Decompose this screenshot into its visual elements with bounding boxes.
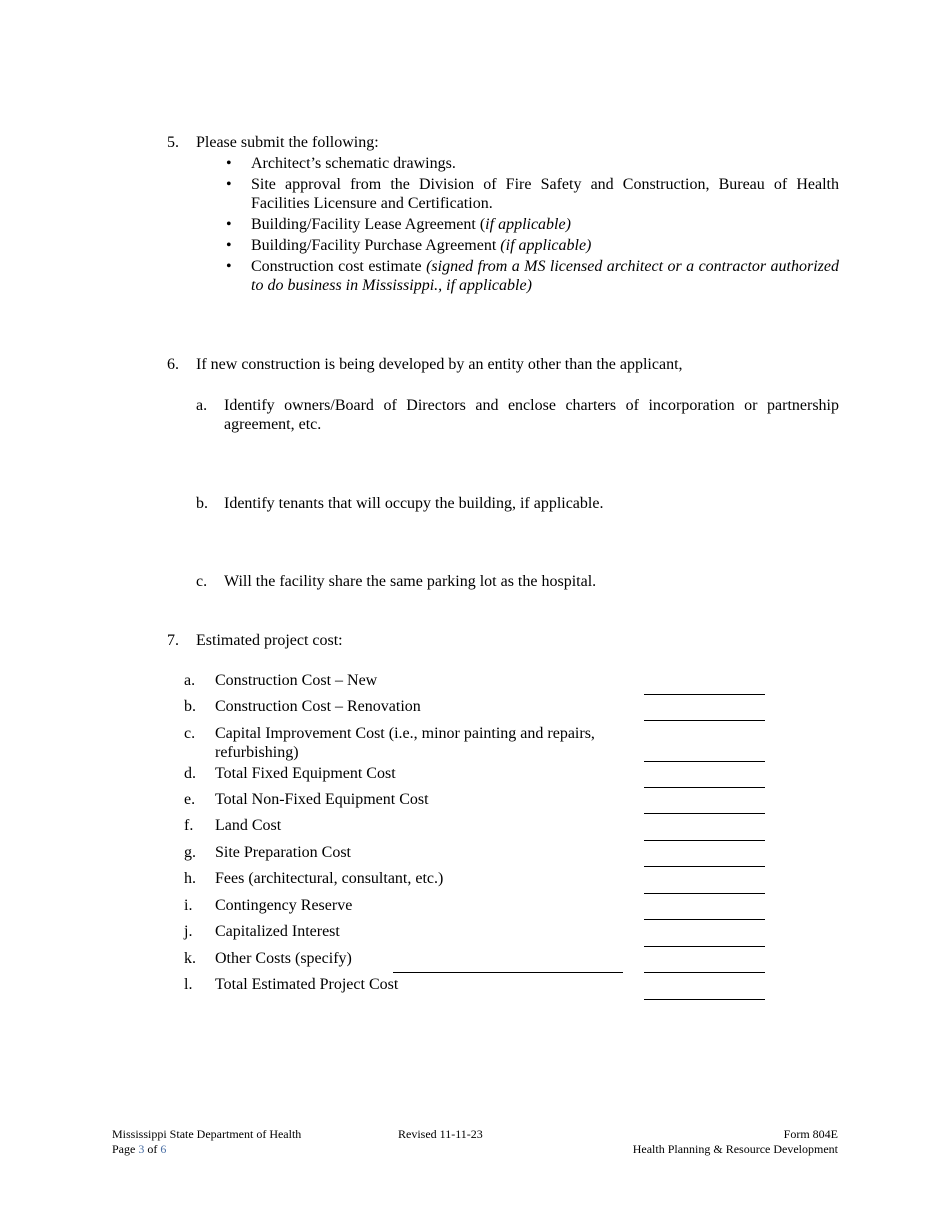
bullet-icon: • xyxy=(226,258,232,275)
footer-page-number: Page 3 of 6 xyxy=(112,1142,167,1156)
cost-input-total[interactable] xyxy=(644,999,765,1000)
cost-letter: f. xyxy=(184,817,194,834)
q5-text: Please submit the following: xyxy=(196,134,379,151)
q5-item-drawings: Architect’s schematic drawings. xyxy=(251,155,456,172)
cost-input-land[interactable] xyxy=(644,840,765,841)
cost-letter: h. xyxy=(184,870,196,887)
cost-letter: j. xyxy=(184,923,193,940)
q6-text: If new construction is being developed by an entity other than the applicant, xyxy=(196,356,683,373)
q5-item-site-approval: Site approval from the Division of Fire Safety and Construction, Bureau of Health Facilities Licensure and Certification. xyxy=(251,176,839,212)
cost-letter: k. xyxy=(184,950,196,967)
cost-letter: e. xyxy=(184,791,196,808)
q6-item-parking: Will the facility share the same parking lot as the hospital. xyxy=(224,573,597,590)
cost-input-site-preparation[interactable] xyxy=(644,866,765,867)
cost-letter: g. xyxy=(184,844,196,861)
q6-letter-b: b. xyxy=(196,495,208,512)
cost-input-construction-new[interactable] xyxy=(644,694,765,695)
q6-number: 6. xyxy=(167,356,179,373)
cost-input-fees[interactable] xyxy=(644,893,765,894)
q7-number: 7. xyxy=(167,632,179,649)
cost-label-land: Land Cost xyxy=(215,817,282,834)
bullet-icon: • xyxy=(226,216,232,233)
q6-item-tenants: Identify tenants that will occupy the building, if applicable. xyxy=(224,495,604,512)
cost-label-construction-renovation: Construction Cost – Renovation xyxy=(215,698,421,715)
cost-letter: a. xyxy=(184,672,196,689)
other-costs-specify-input[interactable] xyxy=(393,972,623,973)
q6-letter-c: c. xyxy=(196,573,208,590)
q5-item-purchase: Building/Facility Purchase Agreement (if applicable) xyxy=(251,237,592,254)
cost-label-non-fixed-equipment: Total Non-Fixed Equipment Cost xyxy=(215,791,429,808)
cost-input-contingency[interactable] xyxy=(644,919,765,920)
cost-label-capital-improvement: Capital Improvement Cost (i.e., minor painting and repairs, refurbishing) xyxy=(215,725,595,761)
cost-label-site-preparation: Site Preparation Cost xyxy=(215,844,351,861)
bullet-icon: • xyxy=(226,176,232,193)
cost-label-contingency: Contingency Reserve xyxy=(215,897,353,914)
cost-label-total: Total Estimated Project Cost xyxy=(215,976,399,993)
cost-label-other: Other Costs (specify) xyxy=(215,950,352,967)
cost-letter: d. xyxy=(184,765,196,782)
cost-letter: b. xyxy=(184,698,196,715)
cost-input-capitalized-interest[interactable] xyxy=(644,946,765,947)
bullet-icon: • xyxy=(226,155,232,172)
footer-dept: Health Planning & Resource Development xyxy=(632,1142,838,1156)
q6-letter-a: a. xyxy=(196,397,208,414)
q7-text: Estimated project cost: xyxy=(196,632,343,649)
q6-item-owners: Identify owners/Board of Directors and enclose charters of incorporation or partnership agreement, etc. xyxy=(224,397,839,433)
cost-letter: l. xyxy=(184,976,193,993)
cost-label-construction-new: Construction Cost – New xyxy=(215,672,378,689)
cost-input-capital-improvement[interactable] xyxy=(644,761,765,762)
cost-input-other[interactable] xyxy=(644,972,765,973)
cost-input-construction-renovation[interactable] xyxy=(644,720,765,721)
footer-form: Form 804E xyxy=(783,1127,838,1141)
q5-item-cost-estimate: Construction cost estimate (signed from a MS licensed architect or a contractor authorized to do business in Mississippi., if applicable) xyxy=(251,258,840,294)
cost-letter: i. xyxy=(184,897,193,914)
footer-revised: Revised 11-11-23 xyxy=(398,1127,483,1141)
q5-number: 5. xyxy=(167,134,179,151)
cost-letter: c. xyxy=(184,725,196,742)
cost-label-fees: Fees (architectural, consultant, etc.) xyxy=(215,870,444,887)
q5-item-lease: Building/Facility Lease Agreement (if applicable) xyxy=(251,216,571,233)
cost-input-non-fixed-equipment[interactable] xyxy=(644,813,765,814)
bullet-icon: • xyxy=(226,237,232,254)
cost-label-fixed-equipment: Total Fixed Equipment Cost xyxy=(215,765,396,782)
cost-input-fixed-equipment[interactable] xyxy=(644,787,765,788)
footer-org: Mississippi State Department of Health xyxy=(112,1127,302,1141)
cost-label-capitalized-interest: Capitalized Interest xyxy=(215,923,340,940)
